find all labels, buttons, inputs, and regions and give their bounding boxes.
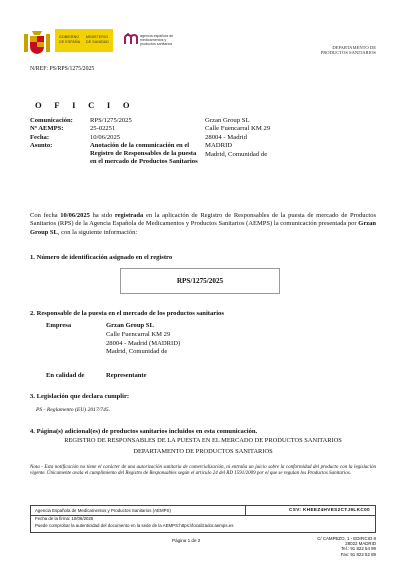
meta-value: RPS/1275/2025 <box>90 117 132 124</box>
responsible-line: Madrid, Comunidad de <box>106 348 168 356</box>
signer: Agencia Española de Medicamentos y Productos Sanitarios (AEMPS) <box>35 508 171 513</box>
section-1-title: 1. Número de identificación asignado en el registro <box>30 254 173 261</box>
intro-paragraph <box>30 212 376 237</box>
recipient-line: Madrid, Comunidad de <box>205 150 268 158</box>
coat-of-arms-icon <box>22 30 52 56</box>
section-4-title: 4. Página(s) adicional(es) de productos sanitarios incluidos en esta comunicación. <box>30 428 258 435</box>
address-line: C/ CAMPEZO, 1 - EDIFICIO 8 <box>317 536 376 541</box>
legal-note: Nota - Esta notificación no tiene el carácter de una autorización sanitaria de comercialización, ni entraña un juicio sobre la conformidad del producto con la legislación vigente. Únicamente avala el cumplimiento del Registro de Responsables según el artículo 24 del RD 1591/2009 por el que se regulan los Productos Sanitarios. <box>30 465 376 477</box>
intro-text: en la aplicación de Registro de Responsables de la puesta de mercado de Productos Sanitarios (RPS) de la Agencia Española de Medicamentos y Productos Sanitarios (AEMPS) la comunicación presentada por <box>30 212 377 228</box>
recipient-line: Calle Fuencarral KM 29 <box>205 125 271 133</box>
subject-value: Anotación de la comunicación en el Registro de Responsables de la puesta en el mercado de Productos Sanitarios <box>90 141 198 166</box>
meta-row <box>30 134 202 142</box>
ministry-line-1: MINISTERIO <box>86 35 108 39</box>
intro-registered: registrada <box>114 212 144 219</box>
aemps-logo-icon <box>124 33 138 45</box>
responsible-name: Grzan Group SL <box>106 322 154 329</box>
ministry-line-2: DE SANIDAD <box>86 40 109 44</box>
document-title: OFICIO <box>35 100 143 110</box>
recipient-line: MADRID <box>205 142 233 150</box>
address-line: Tel.: 91 822 54 99 <box>341 546 376 552</box>
reference-number: N/REF: PS/RPS/1275/2025 <box>30 66 95 72</box>
meta-label: Nº AEMPS: <box>30 125 64 133</box>
intro-date: 10/06/2025 <box>60 212 90 219</box>
responsible-line: Calle Fuencarral KM 29 <box>106 330 171 338</box>
department-footer-name: DEPARTAMENTO DE PRODUCTOS SANITARIOS <box>133 448 273 455</box>
responsible-details <box>106 322 180 357</box>
agency-line: productos sanitarios <box>140 42 173 47</box>
meta-label: Asunto: <box>30 141 53 149</box>
department-line: DEPARTAMENTO DE <box>332 45 376 50</box>
section-3-title: 3. Legislación que declara cumplir: <box>30 393 130 400</box>
recipient-line: 28004 - Madrid <box>205 133 247 141</box>
registration-number-box: RPS/1275/2025 <box>120 268 280 294</box>
recipient-address <box>205 117 375 159</box>
recipient-line: Grzan Group SL <box>205 117 250 124</box>
intro-text: , con la siguiente información: <box>57 228 138 236</box>
intro-text: Con fecha <box>30 212 61 219</box>
intro-company: Grzan Group SL <box>30 220 376 236</box>
department-name <box>286 45 376 56</box>
meta-value: 25-02251 <box>90 125 116 133</box>
meta-value: 10/06/2025 <box>90 133 121 141</box>
csv-code: CSV: KHEEZ4HVES2CTJ9LKC00 <box>289 507 370 512</box>
meta-row <box>30 125 202 133</box>
meta-row <box>30 142 202 167</box>
gov-line-1: GOBIERNO <box>59 35 80 39</box>
address-line: Fax: 91 822 52 89 <box>340 551 376 557</box>
government-logo <box>55 29 113 52</box>
department-line: PRODUCTOS SANITARIOS <box>320 50 376 56</box>
role-value: Representante <box>106 372 147 379</box>
signature-info <box>35 507 233 530</box>
responsible-line: 28004 - Madrid (MADRID) <box>106 339 181 347</box>
legislation-value: PS - Reglamento (EU) 2017/745. <box>36 407 111 413</box>
page-number: Página 1 de 2 <box>172 538 201 543</box>
agency-line: medicamentos y <box>140 38 167 43</box>
metadata-block <box>30 117 202 167</box>
role-label: En calidad de <box>46 372 85 379</box>
sign-date: Fecha de la firma: 10/06/2025 <box>35 515 94 521</box>
meta-label: Comunicación: <box>30 117 73 124</box>
registry-name: REGISTRO DE RESPONSABLES DE LA PUESTA EN EL MERCADO DE PRODUCTOS SANITARIOS <box>64 437 342 444</box>
empresa-label: Empresa <box>46 322 72 329</box>
verify-text: Puede comprobar la autenticidad del documento en la sede de la AEMPS:https://localizador.aemps.es <box>35 523 234 528</box>
agency-address <box>317 536 376 557</box>
section-2-title: 2. Responsable de la puesta en el mercado de los productos sanitarios <box>30 310 224 317</box>
gov-line-2: DE ESPAÑA <box>59 40 81 44</box>
intro-text: ha sido <box>89 212 115 219</box>
agency-line: agencia española de <box>140 34 174 38</box>
meta-row <box>30 117 202 125</box>
signature-divider-vertical <box>245 505 246 515</box>
agency-name <box>140 34 182 47</box>
meta-label: Fecha: <box>30 133 50 141</box>
address-line: 28022 MADRID <box>345 541 376 547</box>
